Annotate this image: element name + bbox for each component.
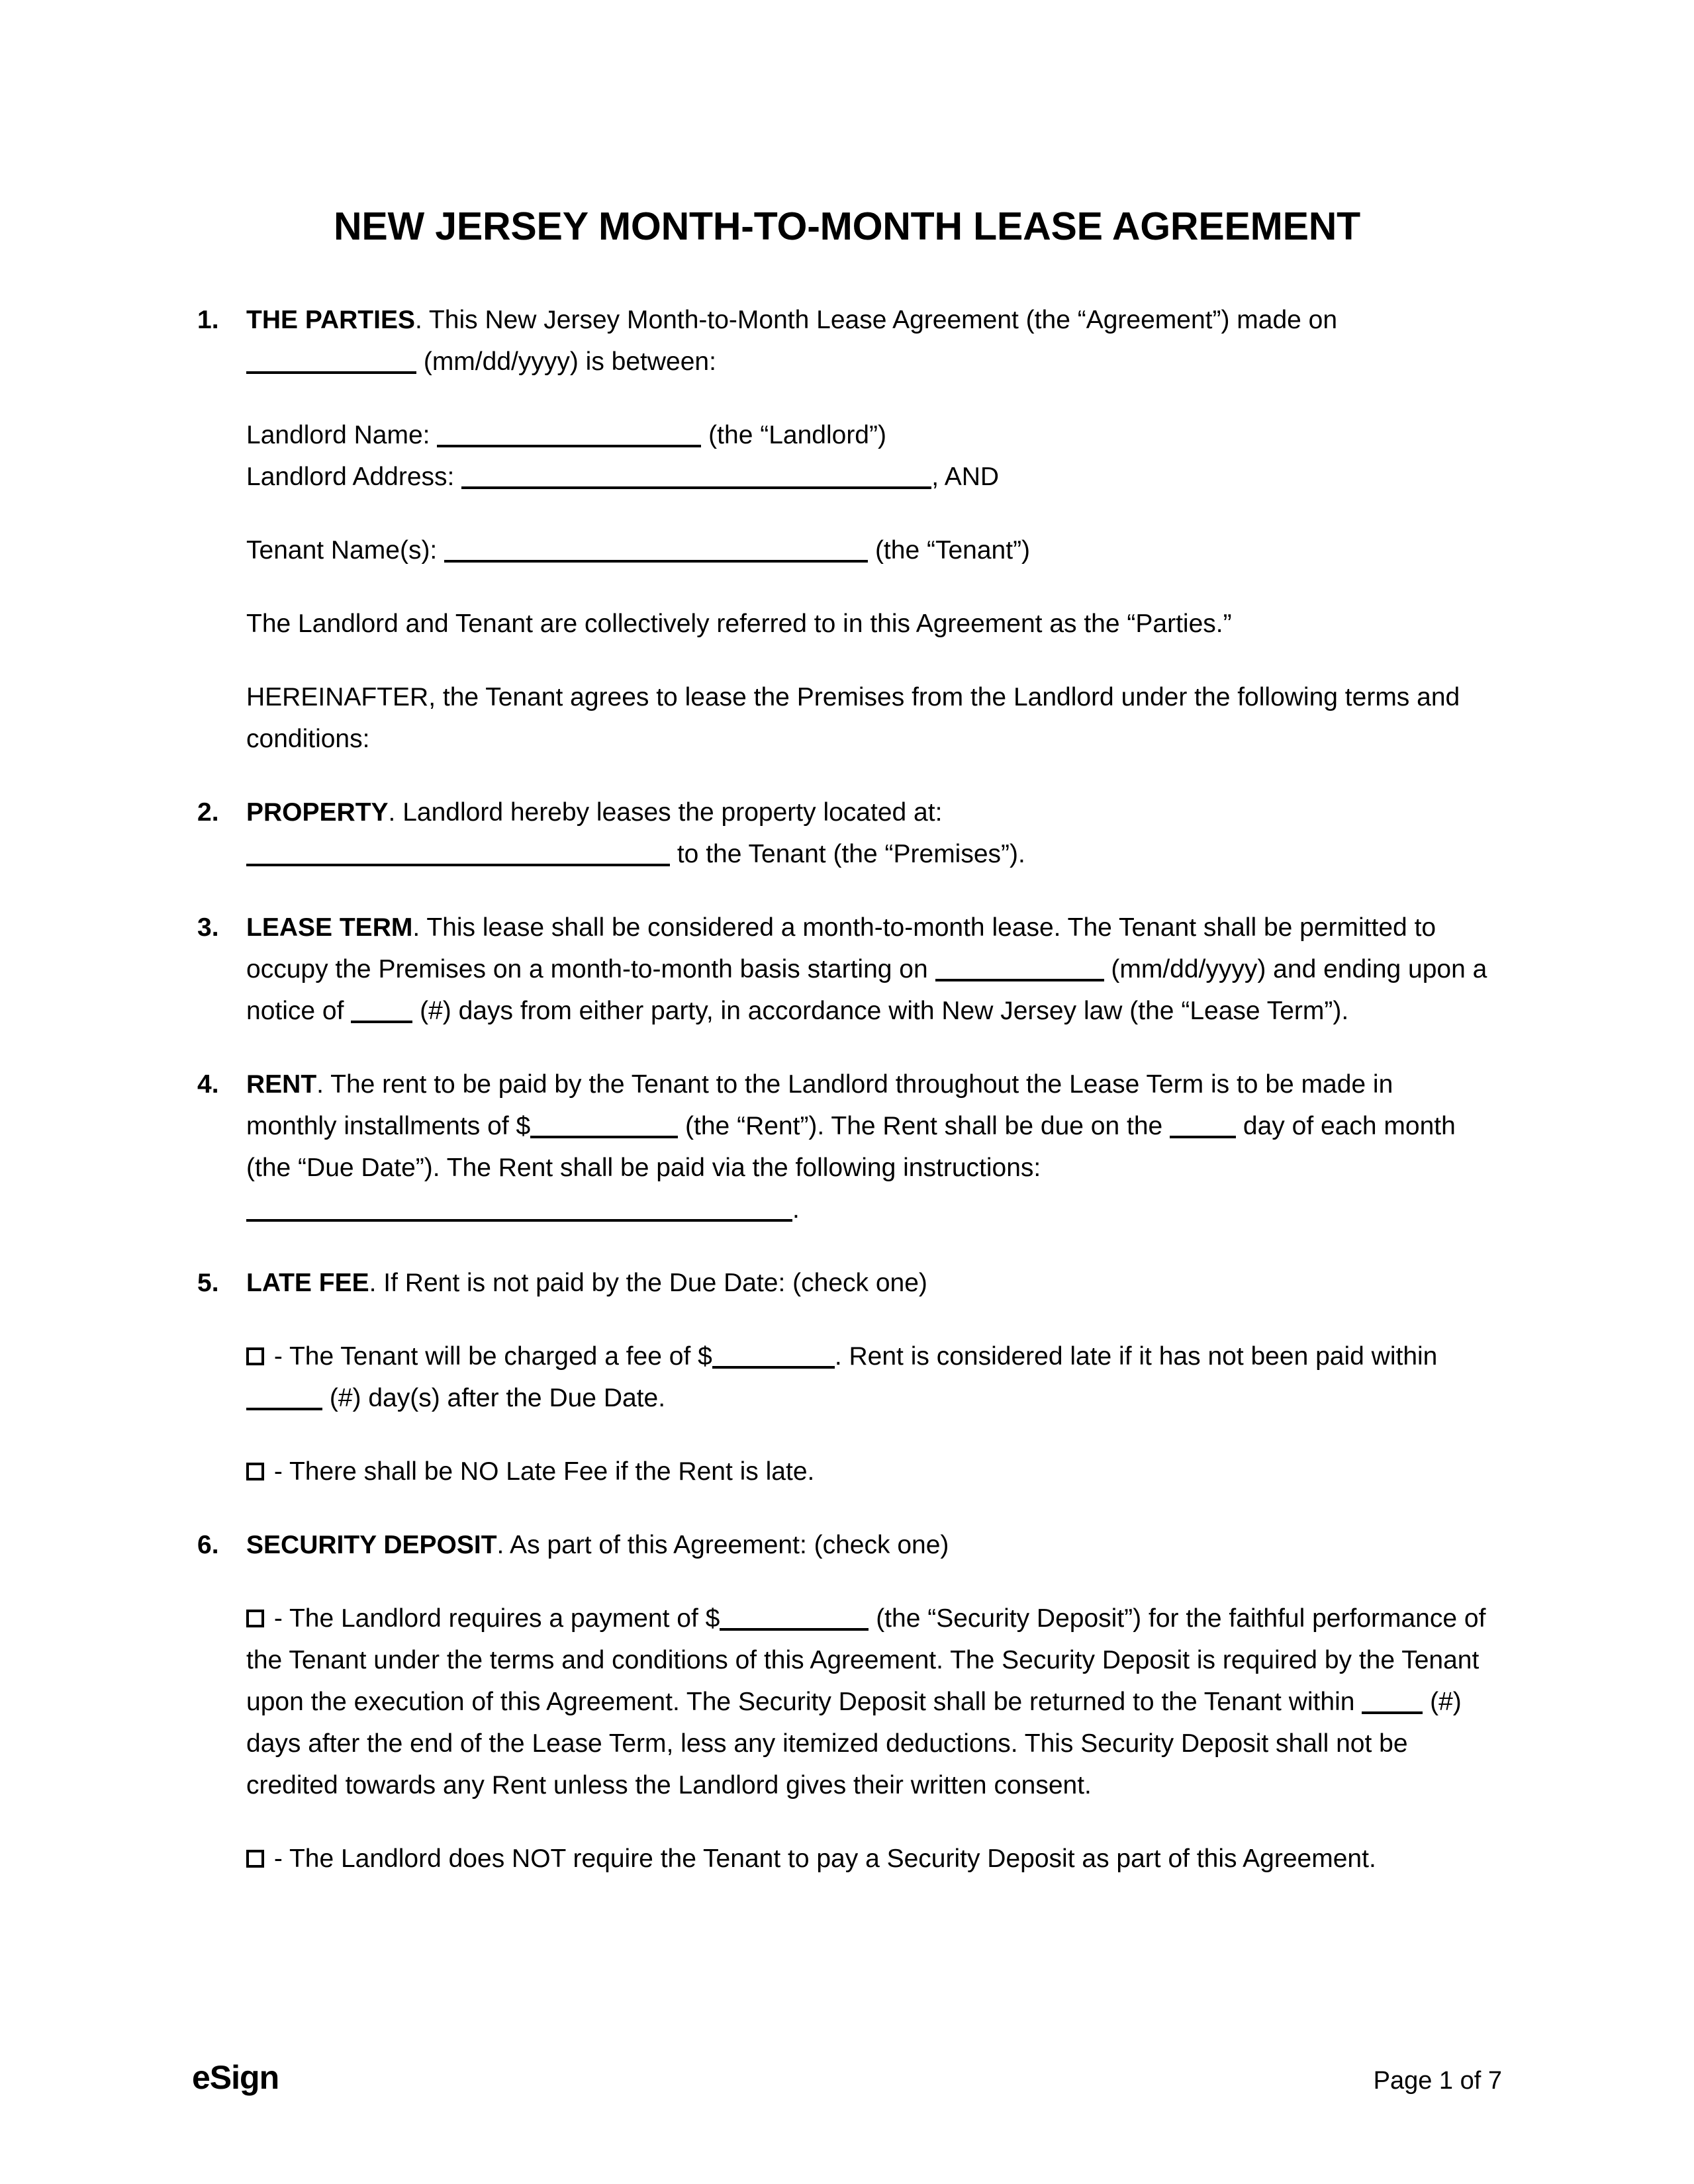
late-fee-option-1-text-1: - The Tenant will be charged a fee of $	[267, 1342, 712, 1371]
clause-late-fee	[192, 1262, 1489, 1492]
property-address-line	[246, 833, 1489, 875]
clause-content	[246, 907, 1489, 1032]
late-fee-option-2-text: - There shall be NO Late Fee if the Rent is late.	[267, 1457, 815, 1486]
rent-paragraph	[246, 1064, 1489, 1230]
landlord-name-blank[interactable]	[437, 425, 701, 447]
lease-term-text-3: (#) days from either party, in accordance with New Jersey law (the “Lease Term”).	[412, 997, 1349, 1025]
parties-collective-paragraph: The Landlord and Tenant are collectively referred to in this Agreement as the “Parties.”	[246, 610, 1232, 638]
security-deposit-option-1-text-3: (#) days after the end of the Lease Term, less any itemized deductions. This Security Deposit shall not be credited towards any Rent unless the Landlord gives their written consent.	[246, 1688, 1462, 1799]
late-fee-option-none	[246, 1451, 1489, 1492]
rent-text-4: .	[792, 1195, 800, 1224]
rent-instructions-blank[interactable]	[246, 1199, 792, 1222]
landlord-name-label: Landlord Name:	[246, 421, 438, 449]
page-number: Page 1 of 7	[1373, 2067, 1502, 2095]
clause-content	[246, 1524, 1489, 1880]
clause-content	[246, 1064, 1489, 1230]
property-text-after: to the Tenant (the “Premises”).	[670, 840, 1025, 868]
tenant-name-label: Tenant Name(s):	[246, 536, 445, 565]
clause-content	[246, 299, 1489, 760]
security-deposit-intro-text: . As part of this Agreement: (check one)	[496, 1531, 949, 1559]
clause-security-deposit	[192, 1524, 1489, 1880]
agreement-date-blank[interactable]	[246, 351, 416, 374]
landlord-address-suffix: , AND	[931, 463, 1000, 491]
security-deposit-option-required	[246, 1598, 1489, 1806]
clause-heading: SECURITY DEPOSIT	[246, 1531, 497, 1559]
clause-heading: LEASE TERM	[246, 913, 413, 942]
landlord-address-blank[interactable]	[461, 467, 931, 489]
tenant-name-blank[interactable]	[444, 540, 868, 563]
page-footer	[192, 2058, 1502, 2097]
clause-content	[246, 1262, 1489, 1492]
clause-number: 5.	[197, 1269, 219, 1297]
lease-term-text-1: . This lease shall be considered a month-to-month lease. The Tenant shall be permitted to occupy the Premises on a month-to-month basis starting on	[246, 913, 1436, 983]
landlord-address-line	[246, 456, 1489, 498]
landlord-name-suffix: (the “Landlord”)	[701, 421, 886, 449]
security-deposit-option-2-text: - The Landlord does NOT require the Tenant to pay a Security Deposit as part of this Agreement.	[267, 1844, 1376, 1873]
security-deposit-option-1-text-1: - The Landlord requires a payment of $	[267, 1604, 720, 1633]
parties-date-suffix: (mm/dd/yyyy) is between:	[416, 347, 716, 376]
late-fee-option-1-text-3: (#) day(s) after the Due Date.	[322, 1384, 666, 1412]
esign-logo: eSign	[192, 2059, 279, 2096]
spacer	[246, 1304, 1489, 1336]
spacer	[246, 645, 1489, 676]
clause-number: 3.	[197, 913, 219, 942]
property-paragraph	[246, 792, 1489, 833]
clause-the-parties	[192, 299, 1489, 760]
clause-number: 1.	[197, 306, 219, 334]
late-fee-intro-paragraph	[246, 1262, 1489, 1304]
checkbox-late-fee-charged[interactable]	[246, 1347, 264, 1365]
property-address-blank[interactable]	[246, 844, 670, 866]
clause-heading: THE PARTIES	[246, 306, 415, 334]
landlord-name-line	[246, 414, 1489, 456]
rent-text-1: . The rent to be paid by the Tenant to the Landlord throughout the Lease Term is to be made in monthly installments of $	[246, 1070, 1393, 1140]
late-fee-option-charged	[246, 1336, 1489, 1419]
document-body	[192, 299, 1489, 1880]
clause-heading: LATE FEE	[246, 1269, 369, 1297]
clause-heading: RENT	[246, 1070, 317, 1099]
notice-days-blank[interactable]	[351, 1001, 412, 1023]
spacer	[192, 1230, 1489, 1262]
spacer	[246, 1419, 1489, 1451]
tenant-name-line	[246, 529, 1489, 571]
spacer	[192, 875, 1489, 907]
checkbox-security-deposit-required[interactable]	[246, 1610, 264, 1627]
parties-intro-paragraph	[246, 299, 1489, 383]
spacer	[246, 498, 1489, 529]
parties-intro-text: . This New Jersey Month-to-Month Lease Agreement (the “Agreement”) made on	[414, 306, 1338, 334]
spacer	[246, 1806, 1489, 1838]
checkbox-no-late-fee[interactable]	[246, 1463, 264, 1480]
lease-term-paragraph	[246, 907, 1489, 1032]
spacer	[246, 383, 1489, 414]
rent-amount-blank[interactable]	[530, 1116, 678, 1138]
hereinafter-paragraph: HEREINAFTER, the Tenant agrees to lease the Premises from the Landlord under the following terms and conditions:	[246, 683, 1460, 753]
late-fee-amount-blank[interactable]	[712, 1346, 835, 1369]
spacer	[192, 1492, 1489, 1524]
clause-lease-term	[192, 907, 1489, 1032]
clause-number: 4.	[197, 1070, 219, 1099]
security-deposit-amount-blank[interactable]	[720, 1608, 869, 1631]
late-fee-grace-days-blank[interactable]	[246, 1388, 322, 1410]
checkbox-security-deposit-not-required[interactable]	[246, 1850, 264, 1868]
lease-start-date-blank[interactable]	[935, 959, 1104, 981]
spacer	[246, 1566, 1489, 1598]
security-deposit-return-days-blank[interactable]	[1362, 1692, 1423, 1714]
rent-text-2: (the “Rent”). The Rent shall be due on the	[678, 1112, 1170, 1140]
page-title: NEW JERSEY MONTH-TO-MONTH LEASE AGREEMENT	[333, 204, 1360, 248]
lease-term-text-2: (mm/dd/yyyy) and ending upon a notice of	[246, 955, 1487, 1025]
tenant-name-suffix: (the “Tenant”)	[868, 536, 1031, 565]
property-text-before: . Landlord hereby leases the property located at:	[388, 798, 943, 827]
clause-rent	[192, 1064, 1489, 1230]
clause-content	[246, 792, 1489, 875]
clause-number: 2.	[197, 798, 219, 827]
security-deposit-intro-paragraph	[246, 1524, 1489, 1566]
spacer	[192, 1032, 1489, 1064]
clause-property	[192, 792, 1489, 875]
landlord-address-label: Landlord Address:	[246, 463, 462, 491]
clause-number: 6.	[197, 1531, 219, 1559]
security-deposit-option-1-text-2: (the “Security Deposit”) for the faithful performance of the Tenant under the terms and conditions of this Agreement. The Security Deposit is required by the Tenant upon the execution of this Agreement. The Security Deposit shall be returned to the Tenant within	[246, 1604, 1486, 1716]
late-fee-option-1-text-2: . Rent is considered late if it has not been paid within	[834, 1342, 1438, 1371]
security-deposit-option-not-required	[246, 1838, 1489, 1880]
clause-heading: PROPERTY	[246, 798, 389, 827]
late-fee-intro-text: . If Rent is not paid by the Due Date: (check one)	[369, 1269, 927, 1297]
spacer	[246, 571, 1489, 603]
spacer	[192, 760, 1489, 792]
rent-text-3: day of each month (the “Due Date”). The Rent shall be paid via the following instructions:	[246, 1112, 1456, 1182]
rent-due-day-blank[interactable]	[1170, 1116, 1236, 1138]
